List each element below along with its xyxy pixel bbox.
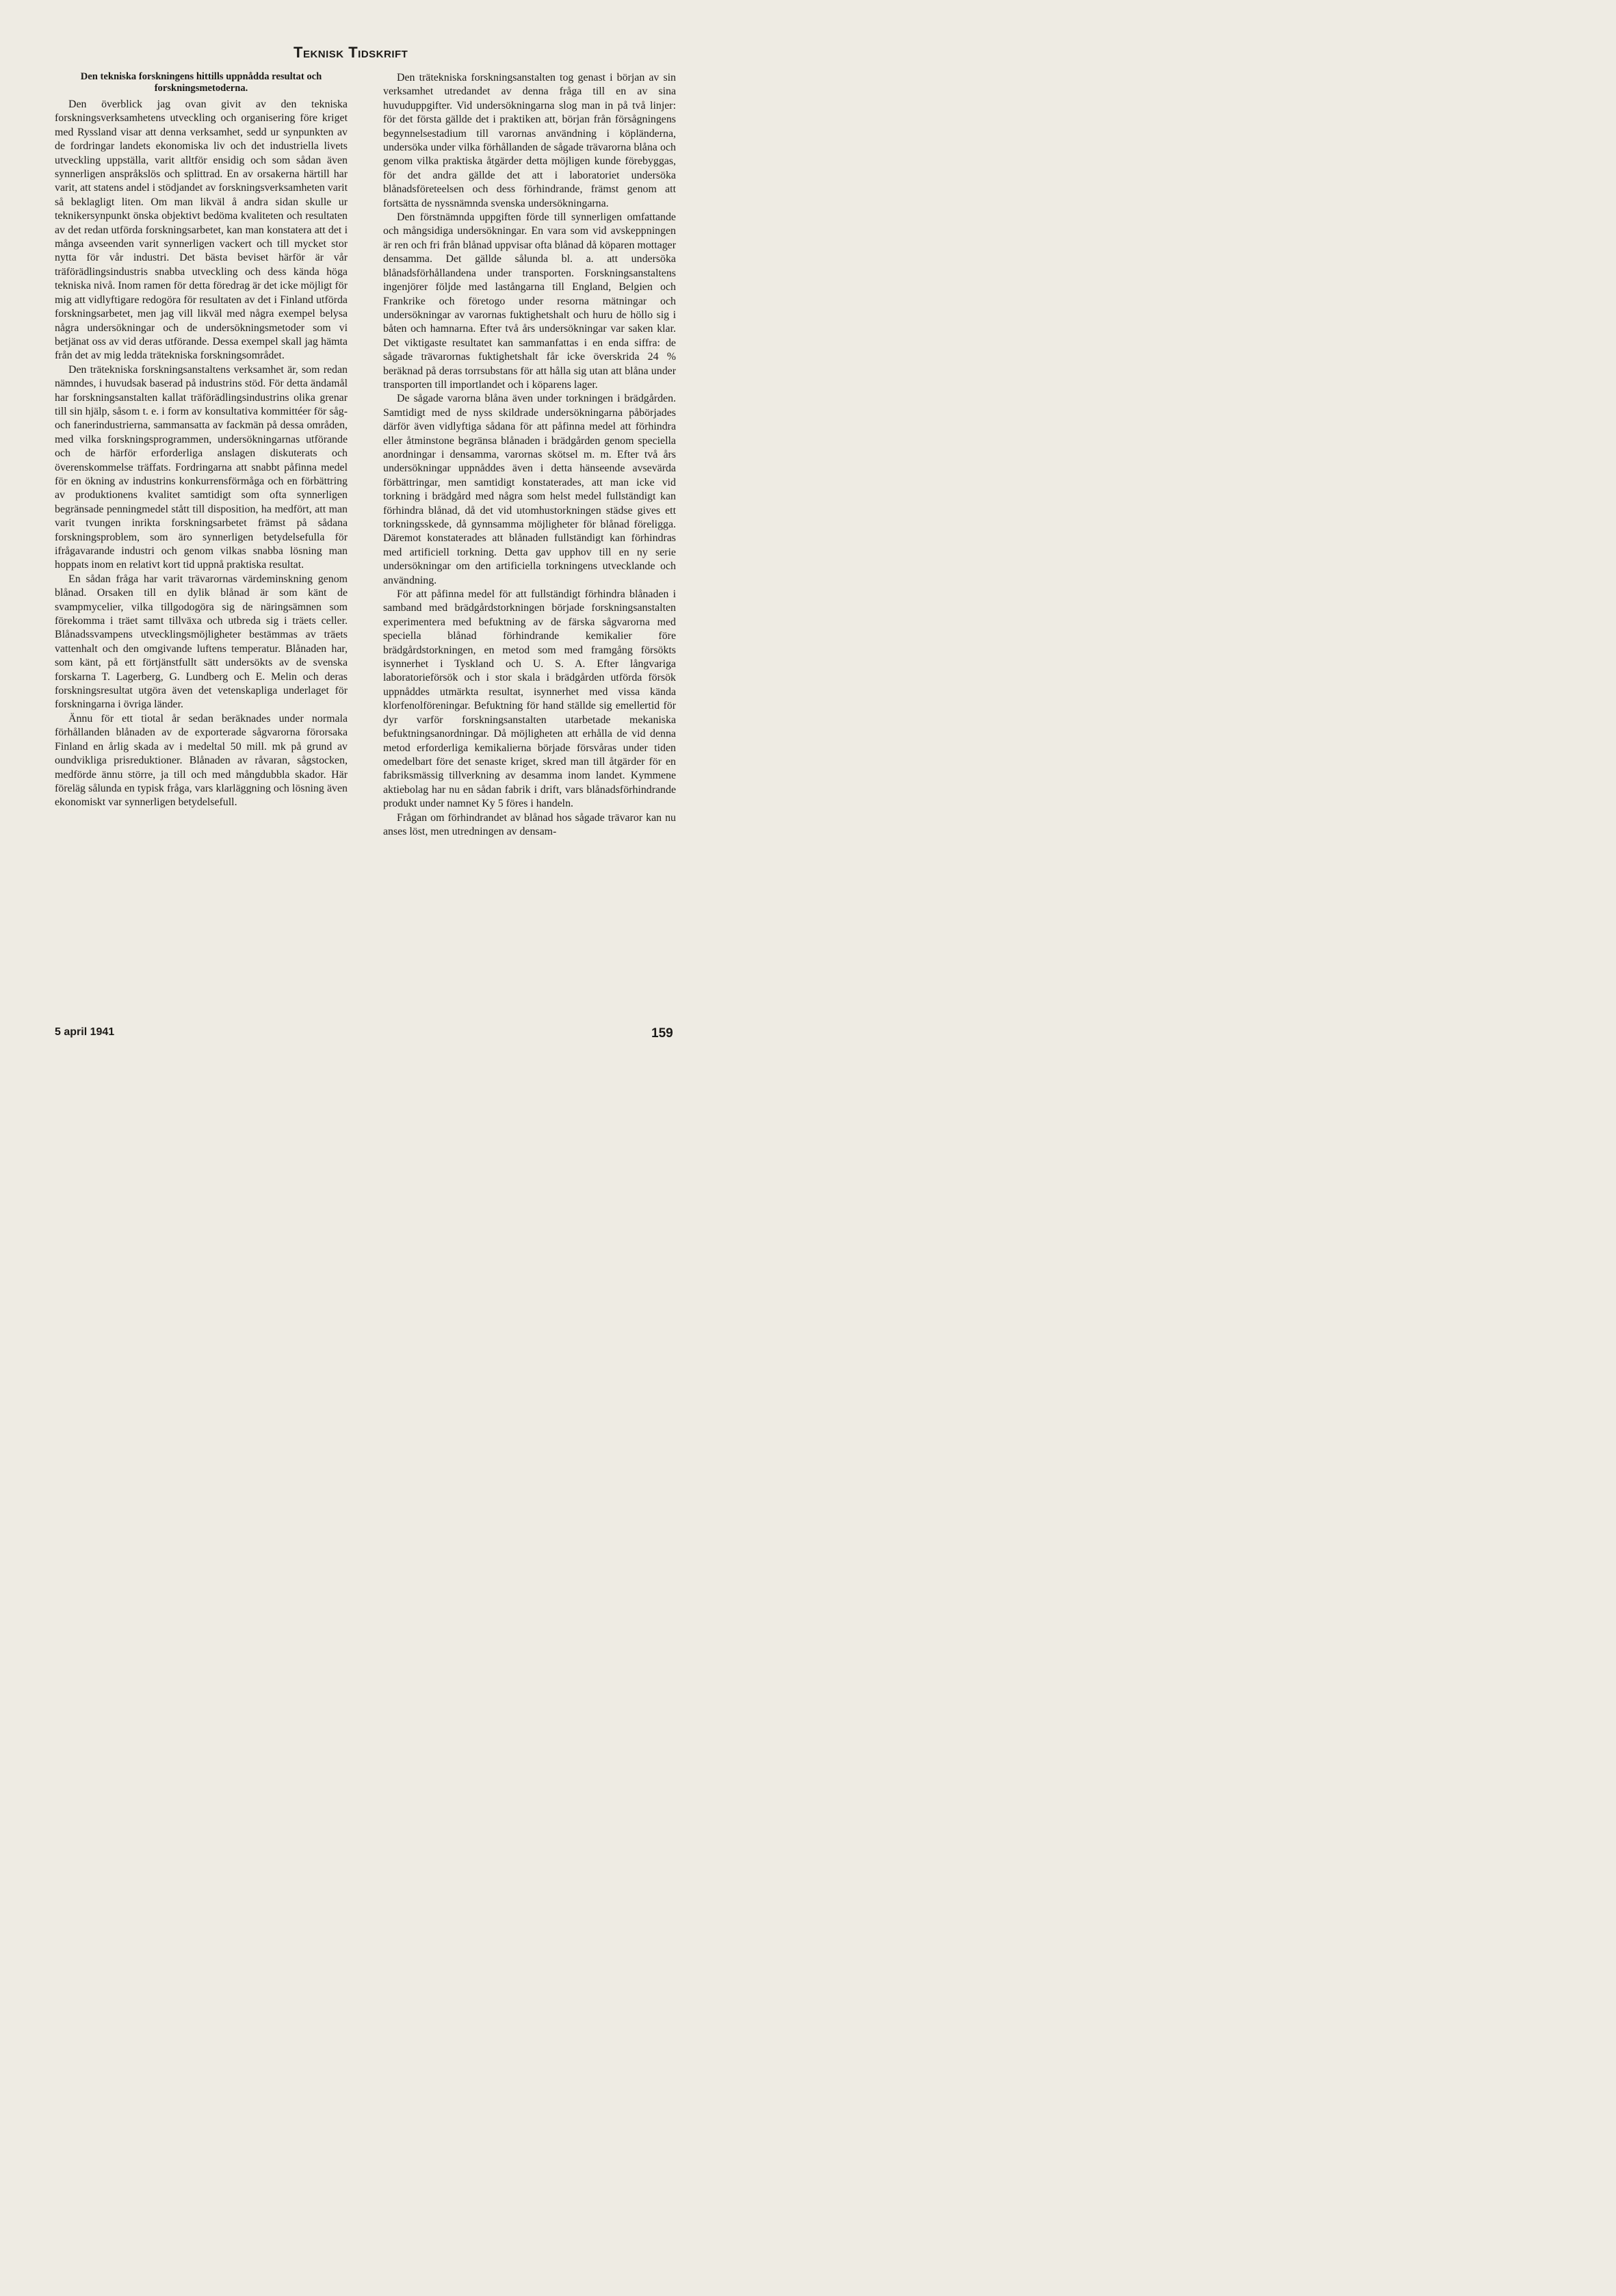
paragraph: Ännu för ett tiotal år sedan beräknades under normala förhållanden blånaden av de exporterade sågvarorna förorsaka Finland en årlig skada av i medeltal 50 mill. mk på grund av oundvikliga prisreduktioner. Blånaden av råvaran, sågstocken, medförde ännu större, ja till och med mångdubbla skador. Här föreläg sålunda en typisk fråga, vars klarläggning och lösning även ekonomiskt var synnerligen betydelsefull. [55,712,348,809]
paragraph: Den trätekniska forskningsanstaltens verksamhet är, som redan nämndes, i huvudsak baserad på industrins stöd. För detta ändamål har forskningsanstalten kallat träförädlingsindustrins olika grenar till sin hjälp, såsom t. e. i form av konsultativa kommittéer för såg- och fanerindustrierna, sammansatta av fackmän på dessa områden, med vilka forskningsprogrammen, undersökningarnas utförande och de härför erforderliga anslagen diskuterats och överenskommelse träffats. Fordringarna att snabbt påfinna medel för en ökning av industrins konkurrensförmåga och en förbättring av produktionens kvalitet samtidigt som ofta synnerligen begränsade penningmedel stått till disposition, ha medfört, att man varit tvungen inrikta forskningsarbetet främst på sådana forskningsproblem, som äro synnerligen betydelsefulla för ifrågavarande industri och genom vilkas snabba lösning man hoppats inom en relativt kort tid uppnå praktiska resultat. [55,363,348,571]
paragraph: De sågade varorna blåna även under torkningen i brädgården. Samtidigt med de nyss skildrade undersökningarna påbörjades därför även vidlyftiga sådana för att påfinna medel att förhindra eller åtminstone begränsa blånaden i brädgården genom speciella anordningar i densamma, varornas skötsel m. m. Efter två års undersökningar uppnåddes även i detta hänseende avsevärda förbättringar, men samtidigt konstaterades, att man icke vid torkning i brädgård med några som helst medel fullständigt kan förhindra blånad, då det vid utomhustorkningen städse gives ett torkningsskede, då gynnsamma möjligheter för blånad föreligga. Däremot konstaterades att blånaden fullständigt kan förhindras med artificiell torkning. Detta gav upphov till en ny serie undersökningar om den artificiella torkningens utvecklande och användning. [383,393,676,586]
issue-date: 5 april 1941 [55,1026,115,1038]
left-column [55,71,348,810]
paragraph: En sådan fråga har varit trävarornas värdeminskning genom blånad. Orsaken till en dylik blånad är som känt de svampmycelier, vilka tillgodogöra sig de näringsämnen som förekomma i träet samt tillväxa och utbreda sig i träets celler. Blånadssvampens utvecklingsmöjligheter bestämmas av träets vattenhalt och den omgivande luftens temperatur. Blånaden har, som känt, på ett förtjänstfullt sätt undersökts av de svenska forskarna T. Lagerberg, G. Lundberg och E. Melin och deras forskningsresultat utgöra även det vetenskapliga underlaget för forskningarna i övriga länder. [55,573,348,711]
paragraph: Frågan om förhindrandet av blånad hos sågade trävaror kan nu anses löst, men utredningen av densam- [383,811,676,837]
journal-title: Teknisk Tidskrift [294,44,408,61]
page-number: 159 [651,1026,673,1041]
paragraph: För att påfinna medel för att fullständigt förhindra blånaden i samband med brädgårdstorkningen började forskningsanstalten experimentera med befuktning av de färska sågvarorna med speciella blånad förhindrande kemikalier före brädgårdstorkningen, en metod som med framgång försökts isynnerhet i Tyskland och U. S. A. Efter långvariga laboratorieförsök och i stor skala i brädgården utförda försök uppnåddes utmärkta resultat, isynnerhet med vissa kända klorfenolföreningar. Befuktning för hand ställde sig emellertid för dyr varför forskningsanstalten utarbetade mekaniska befuktningsanordningar. Då möjligheten att erhålla de vid denna metod erforderliga kemikalierna började försvåras under tiden omedelbart före det senaste kriget, skred man till åtgärder för en fabriksmässig tillverkning av desamma inom landet. Kymmene aktiebolag har nu en sådan fabrik i drift, vars blånadsförhindrande produkt under namnet Ky 5 föres i handeln. [383,588,676,810]
journal-page [0,0,755,1073]
paragraph: Den förstnämnda uppgiften förde till synnerligen omfattande och mångsidiga undersökningar. En vara som vid avskeppningen är ren och fri från blånad uppvisar ofta blånad då köparen mottager densamma. Det gällde sålunda bl. a. att undersöka blånadsförhållandena under transporten. Forskningsanstaltens ingenjörer följde med lastångarna till England, Belgien och Frankrike och företogo under resorna mätningar och undersökningar av varornas fuktighetshalt och huru de höllo sig i båten och hamnarna. Efter två års undersökningar var saken klar. Det viktigaste resultatet kan sammanfattas i en enda siffra: de sågade trävarornas fuktighetshalt får icke överskrida 24 % beräknad på deras torrsubstans för att hålla sig utan att blåna under transporten till importlandet och i köparens lager. [383,211,676,391]
paragraph: Den överblick jag ovan givit av den tekniska forskningsverksamhetens utveckling och organisering före kriget med Ryssland visar att denna verksamhet, sedd ur synpunkten av de fordringar landets ekonomiska liv och det industriella livets utveckling uppställa, varit alltför ensidig och som sådan även synnerligen anspråkslös och splittrad. En av orsakerna härtill har varit, att statens andel i stödjandet av forskningsverksamheten varit så beklagligt liten. Om man likväl å andra sidan skulle ur teknikersynpunkt önska objektivt bedöma kvaliteten och resultaten av det redan utförda forskningsarbetet, kan man konstatera att det i många avseenden varit synnerligen vackert och till mycket stor nytta för vår industri. Det bästa beviset härför är vår träförädlingsindustris snabba utveckling och dess kända höga tekniska nivå. Inom ramen för detta föredrag är det icke möjligt för mig att vidlyftigare redogöra för resultaten av det i Finland utförda forskningsarbetet, men jag vill likväl med några exempel belysa några undersökningar och de undersökningsmetoder som vi betjänat oss av vid deras utförande. Dessa exempel skall jag hämta från det av mig ledda trätekniska forskningsområdet. [55,99,348,362]
paragraph: Den trätekniska forskningsanstalten tog genast i början av sin verksamhet utredandet av denna fråga till en av sina huvuduppgifter. Vid undersökningarna slog man in på två linjer: för det första gällde det i praktiken att, början från försågningens begynnelsestadium till varornas användning i köpländerna, undersöka under vilka förhållanden de sågade trävarorna blåna och genom vilka praktiska åtgärder detta möjligen kunde förebyggas, för det andra gällde det att i laboratoriet undersöka blånadsföreteelsen och dess förhindrande, främst genom att fortsätta de nyssnämnda svenska undersökningarna. [383,72,676,209]
right-column [383,71,676,839]
section-heading: Den tekniska forskningens hittills uppnådda resultat och forskningsmetoderna. [80,71,322,94]
